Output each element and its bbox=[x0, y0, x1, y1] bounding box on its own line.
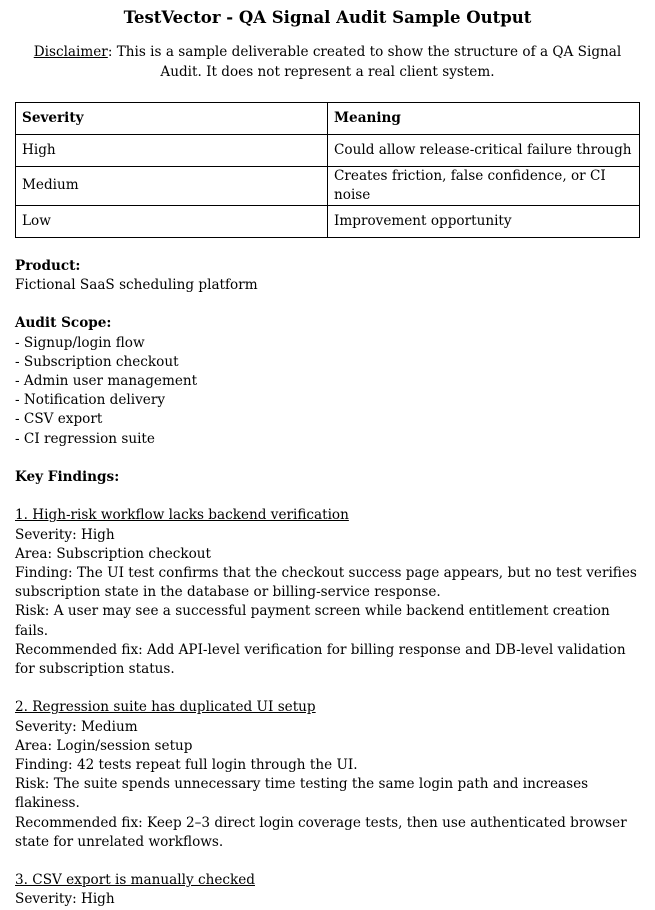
audit-scope-label: Audit Scope: bbox=[15, 315, 112, 332]
finding-severity: Severity: High bbox=[15, 526, 115, 543]
disclaimer-label: Disclaimer bbox=[33, 44, 108, 60]
finding-1 bbox=[15, 506, 640, 679]
product-section bbox=[15, 257, 640, 295]
finding-detail: Finding: 42 tests repeat full login through the UI. bbox=[15, 757, 358, 774]
finding-severity: Severity: High bbox=[15, 891, 115, 908]
finding-fix: Recommended fix: Keep 2–3 direct login coverage tests, then use authenticated browser state for unrelated workflows. bbox=[15, 814, 632, 850]
list-item: - Notification delivery bbox=[15, 392, 166, 409]
finding-heading: 3. CSV export is manually checked bbox=[15, 872, 255, 889]
finding-risk: Risk: The suite spends unnecessary time testing the same login path and increases flakiness. bbox=[15, 776, 593, 812]
table-row bbox=[16, 206, 640, 238]
finding-heading: 2. Regression suite has duplicated UI setup bbox=[15, 699, 316, 716]
finding-risk: Risk: A user may see a successful payment screen while backend entitlement creation fails. bbox=[15, 603, 615, 639]
header-meaning: Meaning bbox=[328, 103, 640, 135]
meaning-cell: Improvement opportunity bbox=[328, 206, 640, 238]
severity-cell: Low bbox=[16, 206, 328, 238]
document-title: TestVector - QA Signal Audit Sample Output bbox=[123, 8, 532, 27]
finding-3 bbox=[15, 871, 640, 909]
disclaimer-text: : This is a sample deliverable created to show the structure of a QA Signal Audit. It does not represent a real client system. bbox=[107, 44, 622, 80]
finding-2 bbox=[15, 698, 640, 852]
severity-cell: Medium bbox=[16, 166, 328, 205]
product-label: Product: bbox=[15, 257, 81, 274]
severity-table bbox=[15, 102, 640, 238]
list-item: - CI regression suite bbox=[15, 430, 155, 447]
severity-cell: High bbox=[16, 134, 328, 166]
meaning-cell: Could allow release-critical failure through bbox=[328, 134, 640, 166]
finding-severity: Severity: Medium bbox=[15, 718, 138, 735]
finding-heading: 1. High-risk workflow lacks backend verification bbox=[15, 507, 349, 524]
table-row bbox=[16, 166, 640, 205]
meaning-cell: Creates friction, false confidence, or CI noise bbox=[328, 166, 640, 205]
disclaimer bbox=[23, 43, 632, 82]
key-findings-label: Key Findings: bbox=[15, 469, 120, 485]
list-item: - CSV export bbox=[15, 411, 103, 428]
list-item: - Subscription checkout bbox=[15, 353, 179, 370]
finding-fix: Recommended fix: Add API-level verification for billing response and DB-level validation for subscription status. bbox=[15, 641, 630, 678]
table-row bbox=[16, 134, 640, 166]
list-item: - Signup/login flow bbox=[15, 334, 145, 351]
table-header-row bbox=[16, 103, 640, 135]
product-value: Fictional SaaS scheduling platform bbox=[15, 277, 258, 293]
finding-detail: Finding: The UI test confirms that the checkout success page appears, but no test verifies subscription state in the database or billing-service response. bbox=[15, 565, 642, 601]
key-findings-section bbox=[15, 468, 640, 910]
audit-scope-section bbox=[15, 314, 640, 448]
finding-area: Area: Subscription checkout bbox=[15, 545, 212, 562]
list-item: - Admin user management bbox=[15, 373, 198, 389]
header-severity: Severity bbox=[16, 103, 328, 135]
finding-area: Area: Login/session setup bbox=[15, 737, 193, 754]
